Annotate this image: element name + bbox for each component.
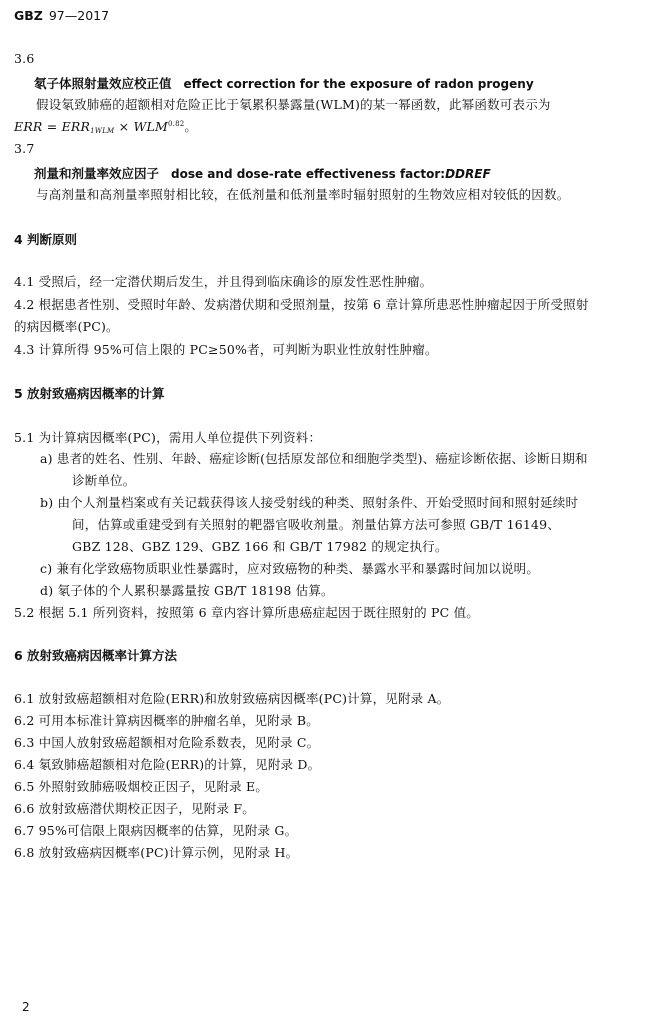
clause-6-7: 6.7 95%可信限上限病因概率的估算，见附录 G。 (14, 823, 298, 838)
clause-3-7-term (34, 163, 491, 182)
section-4-title: 4 判断原则 (14, 232, 78, 247)
clause-3-6-number: 3.6 (14, 51, 35, 66)
list-item-d: d) 氡子体的个人累积暴露量按 GB/T 18198 估算。 (40, 583, 334, 598)
clause-6-5: 6.5 外照射致肺癌吸烟校正因子，见附录 E。 (14, 779, 269, 794)
list-item-b: b) 由个人剂量档案或有关记载获得该人接受射线的种类、照射条件、开始受照时间和照射延续时 (40, 495, 579, 510)
clause-6-1: 6.1 放射致癌超额相对危险(ERR)和放射致癌病因概率(PC)计算，见附录 A。 (14, 691, 450, 706)
formula-eq: = (42, 119, 62, 134)
list-item-b-cont2: GBZ 128、GBZ 129、GBZ 166 和 GB/T 17982 的规定执行。 (72, 539, 448, 554)
clause-3-6-body: 假设氡致肺癌的超额相对危险正比于氡累积暴露量(WLM)的某一幂函数，此幂函数可表示为 (36, 97, 551, 112)
term-cn: 剂量和剂量率效应因子 (34, 166, 160, 181)
formula-wlm: WLM (133, 119, 169, 134)
clause-5-2: 5.2 根据 5.1 所列资料，按照第 6 章内容计算所患癌症起因于既往照射的 PC 值。 (14, 605, 480, 620)
clause-6-3: 6.3 中国人放射致癌超额相对危险系数表，见附录 C。 (14, 735, 320, 750)
clause-4-2-cont: 的病因概率(PC)。 (14, 319, 119, 334)
standard-code: GBZ (14, 8, 43, 23)
list-item-a: a) 患者的姓名、性别、年龄、癌症诊断(包括原发部位和细胞学类型)、癌症诊断依据、诊断日期和 (40, 451, 588, 466)
clause-5-1: 5.1 为计算病因概率(PC)，需用人单位提供下列资料： (14, 430, 322, 445)
clause-6-8: 6.8 放射致癌病因概率(PC)计算示例，见附录 H。 (14, 845, 299, 860)
list-item-a-cont: 诊断单位。 (72, 473, 136, 488)
formula-times: × (114, 119, 134, 134)
clause-6-2: 6.2 可用本标准计算病因概率的肿瘤名单，见附录 B。 (14, 713, 319, 728)
section-5-title: 5 放射致癌病因概率的计算 (14, 386, 165, 401)
formula-exponent: 0.82 (168, 120, 185, 128)
clause-4-3: 4.3 计算所得 95%可信上限的 PC≥50%者，可判断为职业性放射性肿瘤。 (14, 342, 438, 357)
term-cn: 氡子体照射量效应校正值 (34, 76, 172, 91)
term-en: dose and dose-rate effectiveness factor: (171, 167, 446, 181)
clause-3-6-term (34, 73, 534, 92)
term-en: effect correction for the exposure of radon progeny (183, 77, 534, 91)
list-item-b-cont: 间，估算或重建受到有关照射的靶器官吸收剂量。剂量估算方法可参照 GB/T 16149、 (72, 517, 561, 532)
formula-subscript: 1WLM (90, 127, 115, 135)
clause-4-1: 4.1 受照后，经一定潜伏期后发生，并且得到临床确诊的原发性恶性肿瘤。 (14, 274, 433, 289)
formula-err: ERR (14, 119, 43, 134)
document-header (14, 8, 109, 23)
standard-number: 97—2017 (48, 8, 110, 23)
clause-3-7-number: 3.7 (14, 141, 35, 156)
clause-4-2: 4.2 根据患者性别、受照时年龄、发病潜伏期和受照剂量，按第 6 章计算所患恶性肿瘤起因于所受照射 (14, 297, 589, 312)
page-number: 2 (22, 1000, 30, 1014)
formula-err2: ERR (61, 119, 91, 134)
section-6-title: 6 放射致癌病因概率计算方法 (14, 648, 178, 663)
err-formula (14, 117, 197, 135)
clause-6-4: 6.4 氡致肺癌超额相对危险(ERR)的计算，见附录 D。 (14, 757, 321, 772)
clause-6-6: 6.6 放射致癌潜伏期校正因子，见附录 F。 (14, 801, 255, 816)
list-item-c: c) 兼有化学致癌物质职业性暴露时，应对致癌物的种类、暴露水平和暴露时间加以说明。 (40, 561, 540, 576)
term-en-abbr: DDREF (445, 167, 491, 181)
formula-end: 。 (184, 119, 198, 134)
clause-3-7-body: 与高剂量和高剂量率照射相比较，在低剂量和低剂量率时辐射照射的生物效应相对较低的因数。 (36, 187, 570, 202)
